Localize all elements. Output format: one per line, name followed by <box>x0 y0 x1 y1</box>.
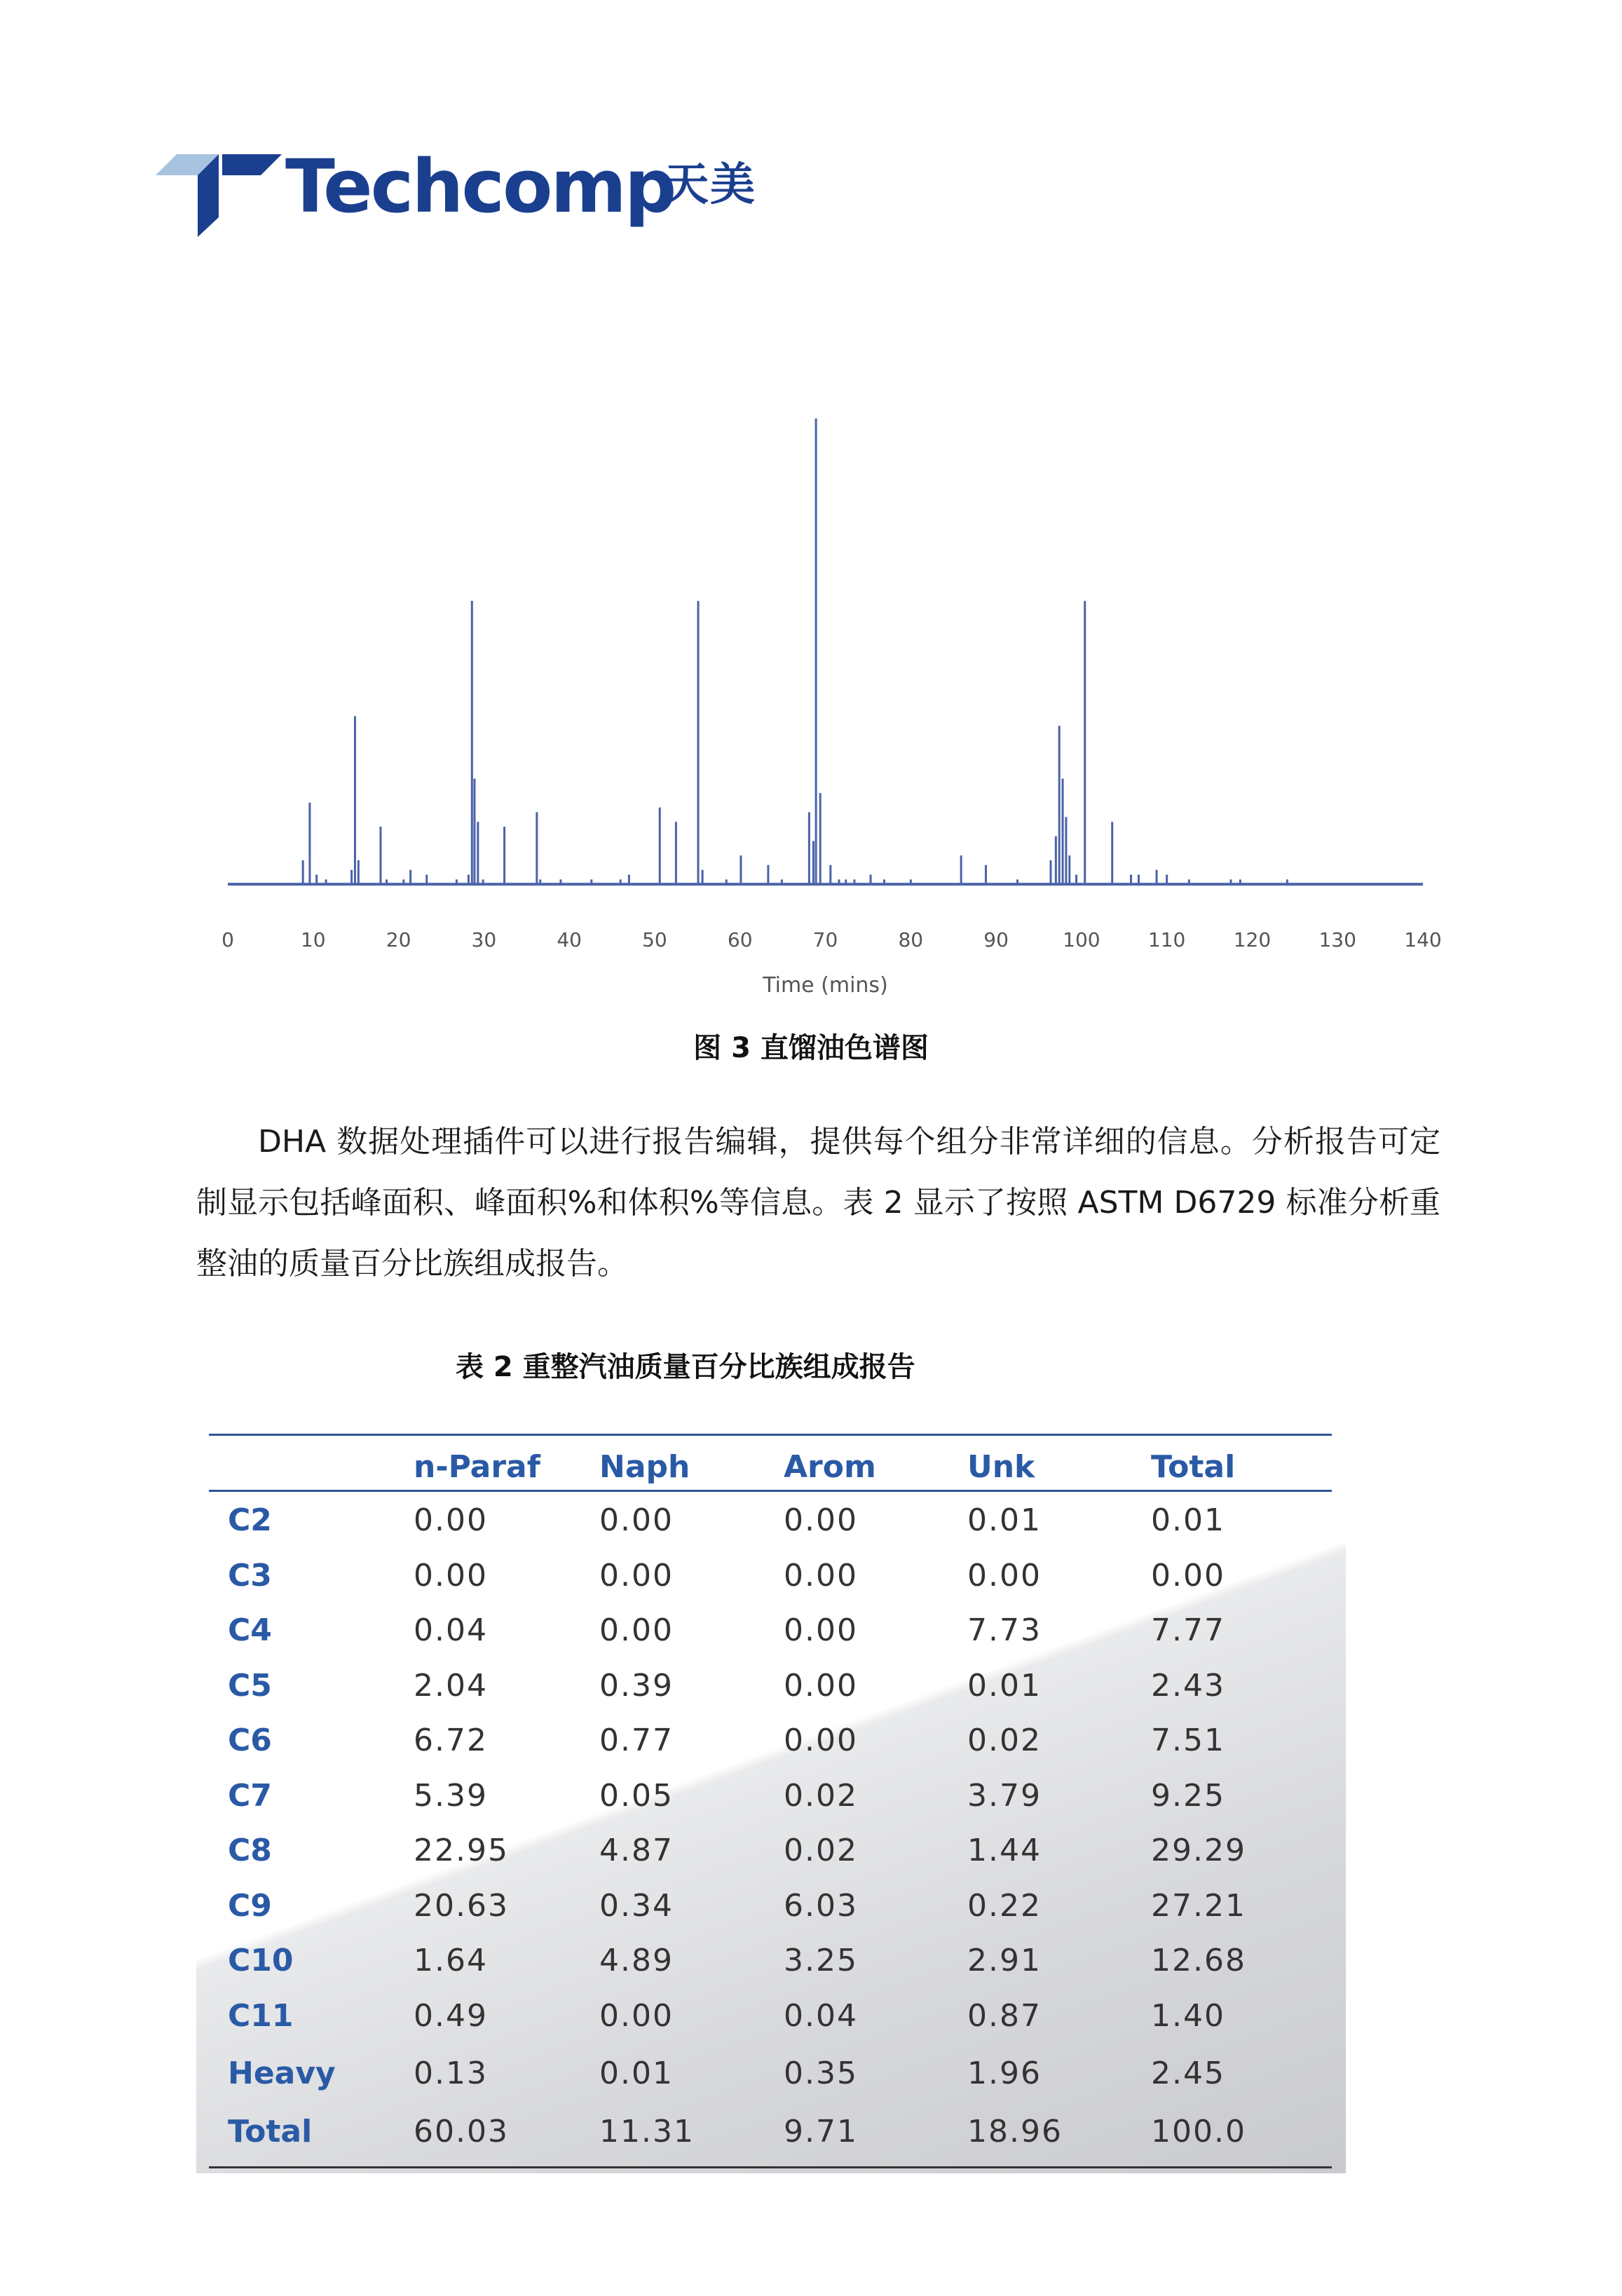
table-cell: 1.64 <box>414 1943 488 1978</box>
table-cell: 0.00 <box>784 1667 858 1704</box>
table-cell: 6.03 <box>784 1887 858 1924</box>
x-axis-tick-label: 130 <box>1318 928 1356 951</box>
table-cell: 22.95 <box>414 1833 509 1868</box>
table-cell: 0.39 <box>599 1667 674 1704</box>
table-row-label: C2 <box>228 1502 272 1538</box>
table-row-label: C7 <box>228 1777 272 1814</box>
table-cell: 0.13 <box>414 2056 488 2091</box>
table-cell: 0.01 <box>967 1667 1042 1704</box>
table-cell: 0.00 <box>784 1557 858 1594</box>
table-cell: 0.04 <box>784 1997 858 2034</box>
table-column-header: n-Paraf <box>414 1449 540 1485</box>
table-cell: 9.25 <box>1151 1777 1225 1814</box>
logo-brand-cn-text: 天美 <box>664 159 756 211</box>
table-bottom-rule <box>209 2166 1332 2168</box>
table-cell: 0.00 <box>784 1723 858 1758</box>
table-cell: 1.40 <box>1151 1997 1225 2034</box>
table-cell: 0.01 <box>1151 1502 1225 1538</box>
table-cell: 0.00 <box>599 1557 674 1594</box>
table-cell: 20.63 <box>414 1887 509 1924</box>
x-axis-ticks <box>222 928 1442 951</box>
table-cell: 0.34 <box>599 1887 674 1924</box>
x-axis-tick-label: 120 <box>1233 928 1272 951</box>
table-cell: 0.35 <box>784 2056 858 2091</box>
chromatogram-chart <box>210 393 1458 1010</box>
table-cell: 0.00 <box>414 1557 488 1594</box>
table-top-rule <box>209 1434 1332 1436</box>
table-cell: 0.00 <box>599 1612 674 1648</box>
table-row-label: C6 <box>228 1723 272 1758</box>
table-cell: 4.87 <box>599 1833 674 1868</box>
table-cell: 2.45 <box>1151 2056 1225 2091</box>
table-cell: 1.96 <box>967 2056 1042 2091</box>
table-cell: 29.29 <box>1151 1833 1246 1868</box>
table-cell: 0.77 <box>599 1723 674 1758</box>
table-column-header: Unk <box>967 1449 1035 1485</box>
table-row-label: C5 <box>228 1667 272 1704</box>
table-cell: 5.39 <box>414 1777 488 1814</box>
table-cell: 27.21 <box>1151 1887 1246 1924</box>
table-row-label: C11 <box>228 1997 294 2034</box>
table-cell: 0.01 <box>599 2056 674 2091</box>
body-paragraph: DHA 数据处理插件可以进行报告编辑，提供每个组分非常详细的信息。分析报告可定制显示包括峰面积、峰面积%和体积%等信息。表 2 显示了按照 ASTM D6729 标准分析重整油的质量百分比族组成报告。 <box>196 1124 1440 1282</box>
table-row-label: Total <box>228 2113 313 2149</box>
table-row-label: C4 <box>228 1612 272 1648</box>
x-axis-tick-label: 70 <box>812 928 838 951</box>
table-cell: 1.44 <box>967 1833 1042 1868</box>
table-cell: 0.00 <box>784 1612 858 1648</box>
table-header-rule <box>209 1490 1332 1492</box>
x-axis-tick-label: 90 <box>983 928 1009 951</box>
table-cell: 0.87 <box>967 1997 1042 2034</box>
table-cell: 2.04 <box>414 1667 488 1704</box>
table-cell: 0.00 <box>599 1997 674 2034</box>
table-cell: 7.51 <box>1151 1723 1225 1758</box>
company-logo <box>156 144 786 245</box>
x-axis-tick-label: 50 <box>642 928 667 951</box>
techcomp-logo-mark-icon <box>156 147 282 238</box>
x-axis-tick-label: 10 <box>300 928 326 951</box>
table-row-label: C10 <box>228 1943 294 1978</box>
table-cell: 0.02 <box>967 1723 1042 1758</box>
table-row-label: C8 <box>228 1833 272 1868</box>
x-axis-tick-label: 110 <box>1147 928 1186 951</box>
x-axis-tick-label: 100 <box>1063 928 1100 951</box>
table-cell: 0.00 <box>967 1557 1042 1594</box>
table-column-header: Arom <box>784 1449 876 1485</box>
x-axis-tick-label: 60 <box>727 928 753 951</box>
table-column-header: Naph <box>599 1449 690 1485</box>
table-cell: 0.04 <box>414 1612 488 1648</box>
table-column-header: Total <box>1151 1449 1236 1485</box>
table-row-label: C9 <box>228 1887 272 1924</box>
table-caption: 表 2 重整汽油质量百分比族组成报告 <box>456 1351 915 1383</box>
table-cell: 0.00 <box>414 1502 488 1538</box>
table-cell: 7.77 <box>1151 1612 1225 1648</box>
x-axis-tick-label: 30 <box>471 928 497 951</box>
table-cell: 0.00 <box>1151 1557 1225 1594</box>
table-cell: 0.49 <box>414 1997 488 2034</box>
table-cell: 0.05 <box>599 1777 674 1814</box>
x-axis-label: Time (mins) <box>763 973 888 998</box>
table-cell: 0.22 <box>967 1887 1042 1924</box>
table-cell: 3.79 <box>967 1777 1042 1814</box>
figure-caption: 图 3 直馏油色谱图 <box>693 1032 929 1064</box>
table-cell: 0.02 <box>784 1777 858 1814</box>
table-cell: 60.03 <box>414 2113 509 2149</box>
table-cell: 12.68 <box>1151 1943 1246 1978</box>
table-cell: 6.72 <box>414 1723 488 1758</box>
table-cell: 18.96 <box>967 2113 1063 2149</box>
table-cell: 7.73 <box>967 1612 1042 1648</box>
x-axis-tick-label: 40 <box>557 928 582 951</box>
x-axis-tick-label: 0 <box>222 928 234 951</box>
table-cell: 9.71 <box>784 2113 858 2149</box>
x-axis-tick-label: 140 <box>1404 928 1442 951</box>
table-cell: 0.00 <box>599 1502 674 1538</box>
table-cell: 11.31 <box>599 2113 695 2149</box>
x-axis-tick-label: 80 <box>898 928 924 951</box>
logo-brand-text: Techcomp <box>285 144 675 229</box>
table-cell: 2.43 <box>1151 1667 1225 1704</box>
table-cell: 4.89 <box>599 1943 674 1978</box>
table-row-label: Heavy <box>228 2056 336 2091</box>
table-cell: 0.01 <box>967 1502 1042 1538</box>
table-cell: 0.02 <box>784 1833 858 1868</box>
table-cell: 100.0 <box>1151 2113 1246 2149</box>
table-row-label: C3 <box>228 1557 272 1594</box>
table-cell: 0.00 <box>784 1502 858 1538</box>
table-cell: 3.25 <box>784 1943 858 1978</box>
chromatogram-peaks <box>303 419 1287 884</box>
composition-table <box>196 1420 1346 2173</box>
table-cell: 2.91 <box>967 1943 1042 1978</box>
x-axis-tick-label: 20 <box>386 928 411 951</box>
